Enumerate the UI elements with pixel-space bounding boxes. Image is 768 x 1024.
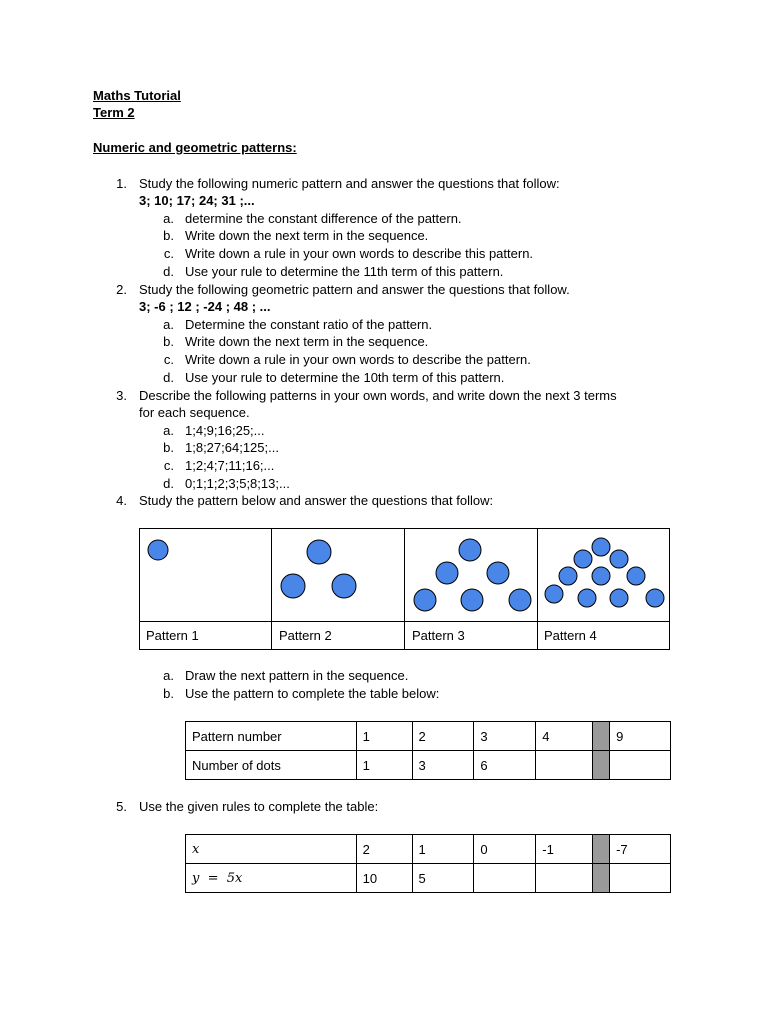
dot bbox=[610, 550, 628, 568]
dot bbox=[281, 574, 305, 598]
dot bbox=[414, 589, 436, 611]
dot bbox=[487, 562, 509, 584]
q1a-label: a. bbox=[163, 211, 174, 226]
pattern-label: Pattern 4 bbox=[544, 628, 597, 643]
q1c-label: c. bbox=[163, 246, 174, 261]
table-cell bbox=[536, 864, 593, 893]
q1c-text: Write down a rule in your own words to describe this pattern. bbox=[185, 246, 534, 261]
table-cell bbox=[474, 864, 536, 893]
table-cell bbox=[610, 864, 671, 893]
q1-number: 1. bbox=[116, 176, 127, 191]
table-cell: 2 bbox=[356, 835, 412, 864]
table-cell: 0 bbox=[474, 835, 536, 864]
q3-number: 3. bbox=[116, 388, 127, 403]
table-cell: -1 bbox=[536, 835, 593, 864]
dot bbox=[332, 574, 356, 598]
document-title: Maths Tutorial bbox=[93, 88, 181, 103]
q1b-text: Write down the next term in the sequence. bbox=[185, 228, 429, 243]
q2-text: Study the following geometric pattern and answer the questions that follow. bbox=[139, 282, 570, 297]
shaded-cell bbox=[593, 751, 610, 780]
pattern-label: Pattern 2 bbox=[279, 628, 332, 643]
q3b-label: b. bbox=[163, 440, 174, 455]
table-cell bbox=[536, 751, 593, 780]
table-cell: 9 bbox=[610, 722, 671, 751]
table-cell: 4 bbox=[536, 722, 593, 751]
q3c-label: c. bbox=[163, 458, 174, 473]
table-row bbox=[186, 722, 671, 751]
q4a-text: Draw the next pattern in the sequence. bbox=[185, 668, 409, 683]
table-cell: Number of dots bbox=[186, 751, 357, 780]
q1d-label: d. bbox=[163, 264, 174, 279]
table-cell: -7 bbox=[610, 835, 671, 864]
dot bbox=[148, 540, 168, 560]
pattern-label: Pattern 3 bbox=[412, 628, 465, 643]
q4a-label: a. bbox=[163, 668, 174, 683]
table-cell: 1 bbox=[412, 835, 474, 864]
dot bbox=[610, 589, 628, 607]
table-cell: 6 bbox=[474, 751, 536, 780]
dot bbox=[545, 585, 563, 603]
q1d-text: Use your rule to determine the 11th term of this pattern. bbox=[185, 264, 504, 279]
dot bbox=[578, 589, 596, 607]
q2c-label: c. bbox=[163, 352, 174, 367]
table-cell: Pattern number bbox=[186, 722, 357, 751]
q2-sequence: 3; -6 ; 12 ; -24 ; 48 ; ... bbox=[139, 299, 271, 314]
shaded-cell bbox=[593, 835, 610, 864]
dots-table bbox=[185, 721, 671, 780]
table-row bbox=[186, 835, 671, 864]
rule-table bbox=[185, 834, 671, 893]
table-cell: 1 bbox=[356, 751, 412, 780]
table-cell: 1 bbox=[356, 722, 412, 751]
q3d-label: d. bbox=[163, 476, 174, 491]
table-cell: 5 bbox=[412, 864, 474, 893]
dot bbox=[574, 550, 592, 568]
q4b-text: Use the pattern to complete the table below: bbox=[185, 686, 440, 701]
dot bbox=[459, 539, 481, 561]
q2-number: 2. bbox=[116, 282, 127, 297]
dot-pattern-figure bbox=[139, 528, 671, 651]
dot bbox=[592, 538, 610, 556]
q2d-text: Use your rule to determine the 10th term of this pattern. bbox=[185, 370, 505, 385]
table-row bbox=[186, 864, 671, 893]
table-cell bbox=[610, 751, 671, 780]
q5-number: 5. bbox=[116, 799, 127, 814]
dot bbox=[592, 567, 610, 585]
q2a-text: Determine the constant ratio of the pattern. bbox=[185, 317, 433, 332]
q1b-label: b. bbox=[163, 228, 174, 243]
table-cell: x bbox=[186, 835, 357, 864]
q2c-text: Write down a rule in your own words to describe the pattern. bbox=[185, 352, 531, 367]
q3d-text: 0;1;1;2;3;5;8;13;... bbox=[185, 476, 290, 491]
table-cell: y = 5x bbox=[186, 864, 357, 893]
q3-text-line2: for each sequence. bbox=[139, 405, 250, 420]
dot bbox=[307, 540, 331, 564]
q3c-text: 1;2;4;7;11;16;... bbox=[185, 458, 275, 473]
dot bbox=[461, 589, 483, 611]
pattern-label: Pattern 1 bbox=[146, 628, 199, 643]
table-row bbox=[186, 751, 671, 780]
q2b-label: b. bbox=[163, 334, 174, 349]
q2a-label: a. bbox=[163, 317, 174, 332]
q3a-label: a. bbox=[163, 423, 174, 438]
q2b-text: Write down the next term in the sequence. bbox=[185, 334, 429, 349]
q3a-text: 1;4;9;16;25;... bbox=[185, 423, 265, 438]
q2d-label: d. bbox=[163, 370, 174, 385]
q1a-text: determine the constant difference of the pattern. bbox=[185, 211, 462, 226]
dot bbox=[627, 567, 645, 585]
q5-text: Use the given rules to complete the table: bbox=[139, 799, 379, 814]
shaded-cell bbox=[593, 864, 610, 893]
table-cell: 2 bbox=[412, 722, 474, 751]
q3b-text: 1;8;27;64;125;... bbox=[185, 440, 279, 455]
q4-text: Study the pattern below and answer the questions that follow: bbox=[139, 493, 494, 508]
shaded-cell bbox=[593, 722, 610, 751]
section-heading: Numeric and geometric patterns: bbox=[93, 140, 297, 155]
q3-text-line1: Describe the following patterns in your own words, and write down the next 3 terms bbox=[139, 388, 617, 403]
q4b-label: b. bbox=[163, 686, 174, 701]
dot bbox=[646, 589, 664, 607]
dot bbox=[436, 562, 458, 584]
term-label: Term 2 bbox=[93, 105, 135, 120]
q1-sequence: 3; 10; 17; 24; 31 ;... bbox=[139, 193, 255, 208]
table-cell: 10 bbox=[356, 864, 412, 893]
table-cell: 3 bbox=[474, 722, 536, 751]
q4-number: 4. bbox=[116, 493, 127, 508]
table-cell: 3 bbox=[412, 751, 474, 780]
dot bbox=[509, 589, 531, 611]
q1-text: Study the following numeric pattern and answer the questions that follow: bbox=[139, 176, 560, 191]
dot bbox=[559, 567, 577, 585]
